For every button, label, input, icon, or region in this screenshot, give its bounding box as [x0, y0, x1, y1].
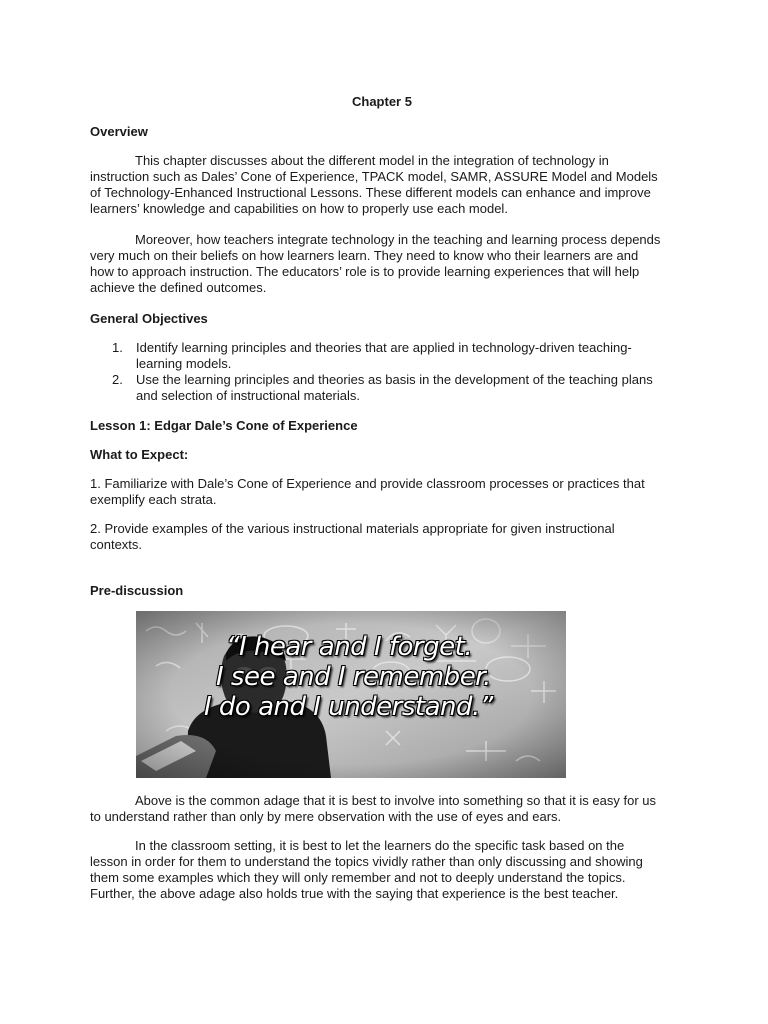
quote-line-2: I see and I remember.: [216, 662, 491, 692]
general-objectives-heading: General Objectives: [90, 311, 208, 326]
overview-paragraph-1: This chapter discusses about the different model in the integration of technology in instruction such as Dales’ Cone of Experience, TPACK model, SAMR, ASSURE Model and Models of Technology-Enhanced Instructional Lessons. These different models can enhance and improve learners’ knowledge and capabilities on how to properly use each model.: [90, 153, 658, 216]
overview-paragraph-2: Moreover, how teachers integrate technology in the teaching and learning process depends very much on their beliefs on how learners learn. They need to know who their learners are and how to approach instruction. The educators’ role is to provide learning experiences that will help achieve the defined outcomes.: [90, 232, 661, 295]
chapter-title: Chapter 5: [352, 94, 412, 109]
prediscussion-paragraph-1: Above is the common adage that it is best to involve into something so that it is easy for us to understand rather than only by mere observation with the use of eyes and ears.: [90, 793, 656, 824]
objective-number: 1.: [112, 340, 123, 355]
expect-item-2: 2. Provide examples of the various instructional materials appropriate for given instructional contexts.: [90, 521, 615, 552]
quote-line-1: “I hear and I forget.: [226, 632, 473, 662]
prediscussion-heading: Pre-discussion: [90, 583, 184, 598]
objective-number: 2.: [112, 372, 123, 387]
overview-heading: Overview: [90, 124, 148, 139]
prediscussion-paragraph-2: In the classroom setting, it is best to let the learners do the specific task based on the lesson in order for them to understand the topics vividly rather than only discussing and showing them some examples which they will only remember and not to deeply understand the topics. Further, the above adage also holds true with the saying that experience is the best teacher.: [90, 838, 643, 901]
expect-item-1: 1. Familiarize with Dale’s Cone of Experience and provide classroom processes or practices that exemplify each strata.: [90, 476, 645, 507]
what-to-expect-heading: What to Expect:: [90, 447, 189, 462]
classroom-quote-image: [136, 611, 566, 778]
objective-text: Use the learning principles and theories as basis in the development of the teaching plans and selection of instructional materials.: [136, 372, 653, 403]
objective-text: Identify learning principles and theories that are applied in technology-driven teaching-learning models.: [136, 340, 632, 371]
quote-line-3: I do and I understand.”: [204, 692, 493, 722]
lesson-heading: Lesson 1: Edgar Dale’s Cone of Experience: [90, 418, 358, 433]
